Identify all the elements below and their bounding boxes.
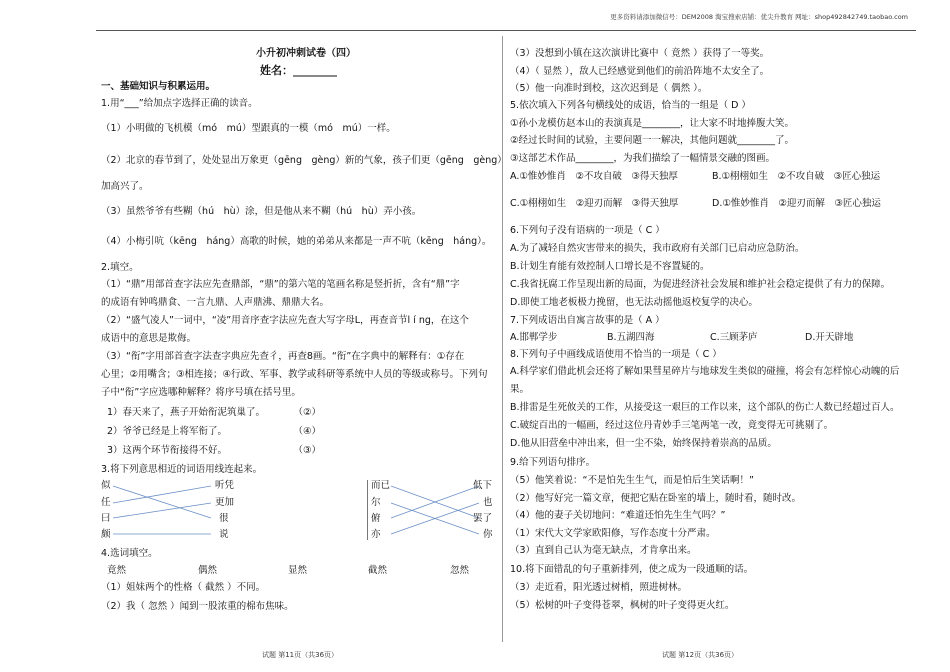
question-5-1: ①孙小龙模仿赵本山的表演真是________，让大家不时地捧腹大笑。	[510, 118, 795, 129]
question-5-option-d: D.①惟妙惟肖 ②迎刃而解 ③匠心独运	[712, 198, 881, 209]
question-4: 4.选词填空。	[101, 548, 158, 559]
match-left-a-4: 颇	[101, 529, 111, 540]
question-2-3-cont: 心里；②用嘴含；③相连接；④行政、军事、教学或科研等系统中人员的等级或称号。下列句	[101, 369, 488, 380]
question-8-option-c: C.破绽百出的一幅画，经过这位丹青妙手三笔两笔一改，竟变得无可挑剔了。	[510, 420, 834, 431]
question-2-1-cont: 的成语有钟鸣鼎食、一言九鼎、人声鼎沸、鼎鼎大名。	[101, 297, 330, 308]
match-right-a-3: 俯	[371, 513, 381, 524]
question-5-3: ③这部艺术作品________，为我们描绘了一幅情景交融的图画。	[510, 153, 776, 164]
question-1-1: （1）小明做的飞机模（mó mú）型跟真的一模（mó mú）一样。	[101, 123, 396, 134]
question-4-4: （4）（ 显然 ），敌人已经感觉到他们的前沿阵地不太安全了。	[510, 66, 770, 77]
match-right-b-3: 罢了	[473, 513, 493, 524]
match-left-b-3: 很	[219, 513, 229, 524]
match-right-a-4: 亦	[371, 529, 381, 540]
section-heading: 一、基础知识与积累运用。	[101, 81, 216, 92]
question-2-3: （3）“衔”字用部首查字法查字典应先查彳，再查8画。“衔”在字典中的解释有：①存在	[101, 351, 465, 362]
exam-title: 小升初冲刺试卷（四）	[256, 48, 356, 59]
question-10: 10.将下面错乱的句子重新排列，使之成为一段通顺的话。	[510, 564, 754, 575]
match-right-a-2: 尔	[371, 497, 381, 508]
question-4-1: （1）姐妹两个的性格（ 截然 ）不同。	[101, 582, 266, 593]
question-7-option-d: D.开天辟地	[805, 332, 854, 343]
question-2-sentence-1: 1）春天来了，燕子开始衔泥筑巢了。 （②）	[107, 407, 322, 418]
question-6-option-a: A.为了减轻自然灾害带来的损失，我市政府有关部门已启动应急防治。	[510, 243, 805, 254]
question-9-3: （4）他的妻子关切地问：“难道还怕先生生气吗？”	[510, 510, 726, 521]
question-2: 2.填空。	[101, 262, 139, 273]
page-header-ad: 更多资料请添加微信号：DEM2008 淘宝搜索店铺：优尖升教育 网址：shop492842749.taobao.com	[610, 13, 908, 21]
match-left-a-3: 曰	[101, 513, 111, 524]
question-5-option-b: B.①栩栩如生 ②不攻自破 ③匠心独运	[712, 171, 881, 182]
match-right-b-2: 也	[483, 497, 493, 508]
question-9-5: （3）直到自己认为毫无缺点，才肯拿出来。	[510, 545, 697, 556]
question-5-option-c: C.①栩栩如生 ②迎刃而解 ③得天独厚	[510, 198, 679, 209]
question-4-2: （2）我（ 忽然 ）闻到一股浓重的棉布焦味。	[101, 601, 294, 612]
match-right-b-4: 你	[483, 529, 493, 540]
question-5: 5.依次填入下列各句横线处的成语，恰当的一组是（ D ）	[510, 100, 751, 111]
question-1-2: （2）北京的春节到了，处处显出万象更（gēng gèng）新的气象，孩子们更（gēng gèng）	[101, 155, 507, 166]
column-divider	[502, 36, 503, 642]
question-2-2: （2）“盛气凌人”一词中，“凌”用音序查字法应先查大写字母L，再查音节l í ng，在这个	[101, 315, 469, 326]
question-6-option-d: D.即使工地老板极力挽留，也无法动摇他返校复学的决心。	[510, 297, 758, 308]
question-6: 6.下列句子没有语病的一项是（ C ）	[510, 225, 665, 236]
word-option-5: 忽然	[450, 565, 470, 576]
name-field-label: 姓名：________	[260, 64, 337, 77]
question-10-2: （5）松树的叶子变得苍翠，枫树的叶子变得更火红。	[510, 600, 735, 611]
question-8-option-d: D.他从旧营垒中冲出来，但一尘不染，始终保持着崇高的品质。	[510, 438, 777, 449]
question-9: 9.给下列语句排序。	[510, 457, 596, 468]
question-7-option-c: C.三顾茅庐	[710, 332, 758, 343]
question-2-1: （1）“鼎”用部首查字法应先查鼎部，“鼎”的第六笔的笔画名称是竖折折，含有“鼎”字	[101, 279, 460, 290]
question-9-2: （2）他写好完一篇文章，便把它贴在卧室的墙上，随时看，随时改。	[510, 493, 802, 504]
word-option-3: 显然	[288, 565, 308, 576]
question-2-sentence-3: 3）这两个环节衔接得不好。 （③）	[107, 445, 322, 456]
match-right-a-1: 而已	[371, 480, 391, 491]
question-4-3: （3）没想到小镇在这次演讲比赛中（ 竟然 ）获得了一等奖。	[510, 48, 770, 59]
question-6-option-c: C.我省抚腐工作呈现出新的局面，为促进经济社会发展和维护社会稳定提供了有力的保障。	[510, 279, 891, 290]
match-right-b-1: 低下	[473, 480, 493, 491]
word-option-4: 截然	[368, 565, 388, 576]
question-7: 7.下列成语出自寓言故事的是（ A ）	[510, 315, 665, 326]
word-option-2: 偶然	[198, 565, 218, 576]
question-1-4: （4）小梅引吭（kēng háng）高歌的时候，她的弟弟从来都是一声不吭（kēng háng）。	[101, 236, 492, 247]
question-1-2-cont: 加高兴了。	[101, 181, 149, 192]
question-3: 3.将下列意思相近的词语用线连起来。	[101, 464, 263, 475]
right-footer: 试题 第12页（共36页）	[662, 651, 739, 659]
matching-area	[101, 480, 496, 542]
question-9-4: （1）宋代大文学家欧阳修，写作态度十分严肃。	[510, 528, 716, 539]
match-left-b-2: 更加	[215, 497, 235, 508]
matching-separator	[367, 480, 368, 540]
matching-lines	[101, 480, 496, 542]
match-left-b-1: 听凭	[215, 480, 235, 491]
question-9-1: （5）他笑着说：“不是怕先生生气，而是怕后生笑话啊！”	[510, 475, 754, 486]
question-8: 8.下列句子中画线成语使用不恰当的一项是（ C ）	[510, 349, 722, 360]
question-8-option-a-cont: 果。	[510, 384, 530, 395]
match-left-a-1: 似	[101, 480, 111, 491]
question-2-3-cont2: 子中“衔”字应选哪种解释？将序号填在括号里。	[101, 387, 301, 398]
question-4-5: （5）他一向准时到校，这次迟到是（ 偶然 ）。	[510, 83, 708, 94]
question-5-2: ②经过长时间的试验，主要问题一一解决，其他问题就________了。	[510, 135, 795, 146]
question-7-option-b: B.五湖四海	[607, 332, 655, 343]
question-6-option-b: B.计划生育能有效控制人口增长是不容置疑的。	[510, 261, 710, 272]
question-8-option-a: A.科学家们借此机会还将了解如果彗星碎片与地球发生类似的碰撞，将会有怎样惊心动魄的后	[510, 366, 900, 377]
question-8-option-b: B.排雷是生死攸关的工作，从接受这一艰巨的工作以来，这个部队的伤亡人数已经超过百人。	[510, 402, 900, 413]
left-footer: 试题 第11页（共36页）	[262, 651, 339, 659]
match-left-a-2: 任	[101, 497, 111, 508]
question-1: 1.用“___”给加点字选择正确的读音。	[101, 98, 258, 109]
header-divider	[96, 30, 916, 31]
question-5-option-a: A.①惟妙惟肖 ②不攻自破 ③得天独厚	[510, 171, 678, 182]
match-left-b-4: 说	[219, 529, 229, 540]
question-7-option-a: A.邯郸学步	[510, 332, 558, 343]
question-10-1: （3）走近看，阳光透过树梢，照进树林。	[510, 582, 688, 593]
word-option-1: 竟然	[107, 565, 127, 576]
question-1-3: （3）虽然爷爷有些糊（hú hù）涂，但是他从来不糊（hú hù）弄小孩。	[101, 206, 422, 217]
question-2-2-cont: 成语中的意思是欺侮。	[101, 333, 197, 344]
question-2-sentence-2: 2）爷爷已经是上将军衔了。 （④）	[107, 426, 322, 437]
